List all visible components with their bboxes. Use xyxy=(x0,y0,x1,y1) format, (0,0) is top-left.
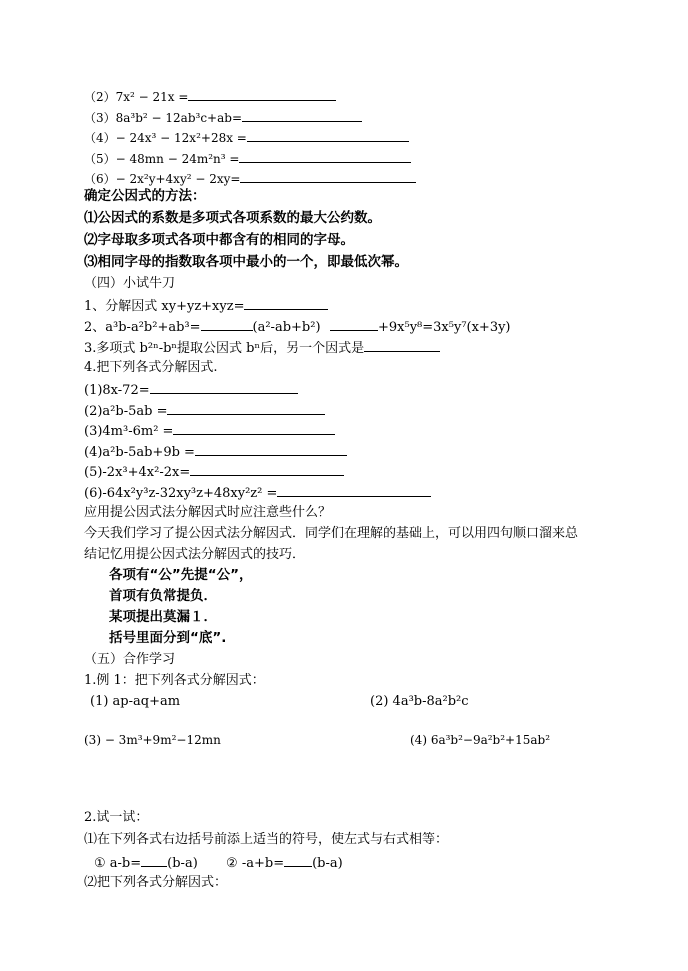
example-item-4: (4) 6a³b²−9a²b²+15ab² xyxy=(410,733,551,747)
example-item-3: (3) − 3m³+9m²−12mn xyxy=(84,733,221,747)
exercise-row xyxy=(84,130,409,144)
exercise-row xyxy=(84,171,416,185)
exercise-text: (3)4m³-6m² = xyxy=(84,424,174,439)
rhyme-2: 首项有负常提负． xyxy=(109,588,217,604)
exercise-text: （5）− 48mn − 24m²n³ = xyxy=(84,151,240,166)
exercise-text: (1)8x-72= xyxy=(84,383,150,398)
s4-q3-text: 3.多项式 b²ⁿ-bⁿ提取公因式 bⁿ后，另一个因式是 xyxy=(84,341,365,356)
answer-blank xyxy=(364,340,440,352)
answer-blank xyxy=(330,319,378,331)
s4-q2-left: 2、a³b-a²b²+ab³= xyxy=(84,320,201,335)
example-item-1: (1) ap-aq+am xyxy=(90,694,181,709)
try-part2: ⑵把下列各式分解因式： xyxy=(84,875,228,890)
exercise-text: (2)a²b-5ab = xyxy=(84,403,168,419)
try-item1-right: (b-a) xyxy=(167,856,198,871)
exercise-text: （4）− 24x³ − 12x²+28x = xyxy=(84,131,247,145)
exercise-text: （3）8a³b² − 12ab³c+ab= xyxy=(84,110,242,125)
s4-q2-right: +9x⁵y⁸=3x⁵y⁷(x+3y) xyxy=(378,320,511,335)
exercise-row xyxy=(84,403,325,418)
method-rule-3: ⑶相同字母的指数取各项中最小的一个，即最低次幂。 xyxy=(84,254,408,270)
s4-q3 xyxy=(84,340,440,355)
exercise-row xyxy=(84,151,411,165)
s4-q1-text: 1、分解因式 xy+yz+xyz= xyxy=(84,299,245,314)
summary-line-1: 今天我们学习了提公因式法分解因式．同学们在理解的基础上，可以用四句顺口溜来总 xyxy=(84,526,579,541)
s4-q2b xyxy=(330,319,511,334)
answer-blank xyxy=(244,298,328,310)
s4-q1 xyxy=(84,298,328,313)
answer-blank xyxy=(239,151,411,163)
exercise-row xyxy=(84,110,362,124)
section5-heading: （五）合作学习 xyxy=(84,652,176,667)
section4-heading: （四）小试牛刀 xyxy=(84,276,176,291)
answer-blank xyxy=(195,444,347,456)
answer-blank xyxy=(277,485,431,497)
try-item1-left: ① a-b= xyxy=(94,856,142,871)
question-apply: 应用提公因式法分解因式时应注意些什么？ xyxy=(84,505,332,520)
s4-q2-mid: (a²-ab+b²) xyxy=(252,320,321,335)
method-title: 确定公因式的方法： xyxy=(84,188,206,204)
example-title: 1.例 1：把下列各式分解因式： xyxy=(84,673,265,688)
answer-blank xyxy=(284,855,312,867)
s4-q4: 4.把下列各式分解因式. xyxy=(84,360,218,375)
exercise-text: (4)a²b-5ab+9b = xyxy=(84,444,195,460)
example-item-2: (2) 4a³b-8a²b²c xyxy=(370,694,469,709)
method-rule-1: ⑴公因式的系数是多项式各项系数的最大公约数。 xyxy=(84,210,381,226)
try-part1: ⑴在下列各式右边括号前添上适当的符号，使左式与右式相等： xyxy=(84,832,449,847)
summary-line-2: 结记忆用提公因式法分解因式的技巧． xyxy=(84,547,306,562)
answer-blank xyxy=(242,110,362,122)
exercise-row xyxy=(84,423,335,438)
answer-blank xyxy=(141,855,167,867)
s4-q2 xyxy=(84,319,321,334)
answer-blank xyxy=(188,89,336,101)
exercise-text: （6）− 2x²y+4xy² − 2xy= xyxy=(84,172,241,186)
answer-blank xyxy=(150,382,298,394)
try-item2-right: (b-a) xyxy=(312,856,343,871)
rhyme-4: 括号里面分到“底”. xyxy=(109,630,227,646)
try-title: 2.试一试： xyxy=(84,810,149,825)
answer-blank xyxy=(173,423,335,435)
method-rule-2: ⑵字母取多项式各项中都含有的相同的字母。 xyxy=(84,232,354,248)
rhyme-1: 各项有“公”先提“公”， xyxy=(109,567,253,583)
exercise-row xyxy=(84,464,344,479)
exercise-text: （2）7x² − 21x = xyxy=(84,90,189,104)
answer-blank xyxy=(190,464,344,476)
exercise-text: (5)-2x³+4x²-2x= xyxy=(84,465,191,480)
answer-blank xyxy=(247,130,409,142)
rhyme-3: 某项提出莫漏１． xyxy=(109,609,217,625)
exercise-row xyxy=(84,382,298,397)
try-item2-left: ② -a+b= xyxy=(226,856,285,871)
answer-blank xyxy=(201,319,253,331)
try-part1-items xyxy=(94,855,343,870)
exercise-row xyxy=(84,444,347,459)
answer-blank xyxy=(167,403,325,415)
exercise-row xyxy=(84,89,336,103)
exercise-row xyxy=(84,485,431,500)
exercise-text: (6)-64x²y³z-32xy³z+48xy²z² = xyxy=(84,485,278,501)
answer-blank xyxy=(240,171,416,183)
